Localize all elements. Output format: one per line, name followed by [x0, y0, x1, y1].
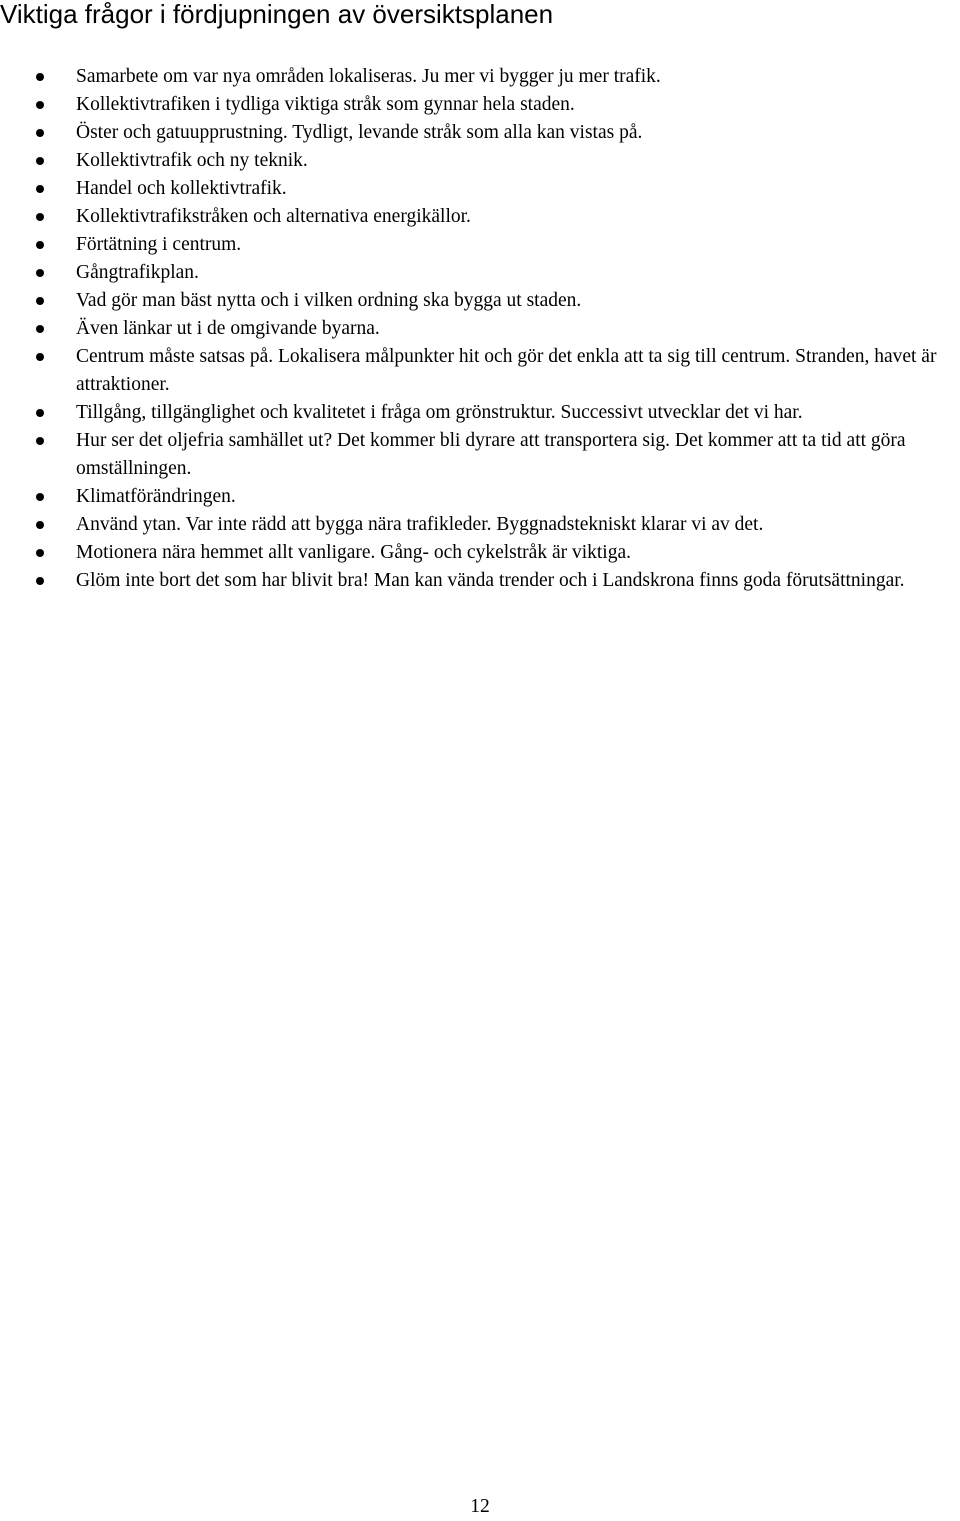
list-item — [0, 427, 960, 483]
bullet-list — [0, 63, 960, 595]
list-item-text: Kollektivtrafiken i tydliga viktiga stråk som gynnar hela staden. — [76, 94, 575, 115]
list-item-text: Samarbete om var nya områden lokaliseras. Ju mer vi bygger ju mer trafik. — [76, 66, 661, 87]
list-item-text: Klimatförändringen. — [76, 486, 236, 507]
list-item — [0, 203, 960, 231]
bullet-icon — [36, 73, 44, 81]
list-item — [0, 287, 960, 315]
list-item — [0, 483, 960, 511]
bullet-icon — [36, 269, 44, 277]
page-number: 12 — [470, 1496, 490, 1517]
list-item — [0, 231, 960, 259]
list-item — [0, 119, 960, 147]
list-item-text: Vad gör man bäst nytta och i vilken ordning ska bygga ut staden. — [76, 290, 582, 311]
list-item-text: Förtätning i centrum. — [76, 234, 242, 255]
list-item — [0, 259, 960, 287]
bullet-icon — [36, 493, 44, 501]
bullet-icon — [36, 549, 44, 557]
bullet-icon — [36, 101, 44, 109]
list-item-text: Öster och gatuupprustning. Tydligt, levande stråk som alla kan vistas på. — [76, 122, 643, 143]
list-item — [0, 399, 960, 427]
list-item-text: Handel och kollektivtrafik. — [76, 178, 287, 199]
list-item-text: Gångtrafikplan. — [76, 262, 199, 283]
list-item — [0, 91, 960, 119]
bullet-icon — [36, 213, 44, 221]
bullet-icon — [36, 409, 44, 417]
list-item-text: Hur ser det oljefria samhället ut? Det kommer bli dyrare att transportera sig. Det kommer att ta tid att göra omställningen. — [76, 430, 906, 479]
bullet-icon — [36, 437, 44, 445]
list-item — [0, 175, 960, 203]
list-item-text: Glöm inte bort det som har blivit bra! Man kan vända trender och i Landskrona finns goda förutsättningar. — [76, 570, 905, 591]
bullet-icon — [36, 241, 44, 249]
list-item — [0, 147, 960, 175]
list-item-text: Centrum måste satsas på. Lokalisera målpunkter hit och gör det enkla att ta sig till centrum. Stranden, havet är attraktioner. — [76, 346, 937, 395]
page-title: Viktiga frågor i fördjupningen av översiktsplanen — [0, 0, 554, 29]
bullet-icon — [36, 577, 44, 585]
list-item-text: Kollektivtrafik och ny teknik. — [76, 150, 308, 171]
bullet-icon — [36, 297, 44, 305]
list-item-text: Även länkar ut i de omgivande byarna. — [76, 318, 380, 339]
list-item — [0, 315, 960, 343]
list-item-text: Tillgång, tillgänglighet och kvalitetet i fråga om grönstruktur. Successivt utvecklar det vi har. — [76, 402, 803, 423]
bullet-icon — [36, 325, 44, 333]
list-item — [0, 63, 960, 91]
list-item — [0, 567, 960, 595]
bullet-icon — [36, 129, 44, 137]
list-item — [0, 539, 960, 567]
list-item — [0, 343, 960, 399]
list-item-text: Motionera nära hemmet allt vanligare. Gång- och cykelstråk är viktiga. — [76, 542, 631, 563]
bullet-icon — [36, 353, 44, 361]
list-item-text: Kollektivtrafikstråken och alternativa energikällor. — [76, 206, 471, 227]
list-item — [0, 511, 960, 539]
list-item-text: Använd ytan. Var inte rädd att bygga nära trafikleder. Byggnadstekniskt klarar vi av det. — [76, 514, 764, 535]
bullet-icon — [36, 185, 44, 193]
bullet-icon — [36, 521, 44, 529]
bullet-icon — [36, 157, 44, 165]
